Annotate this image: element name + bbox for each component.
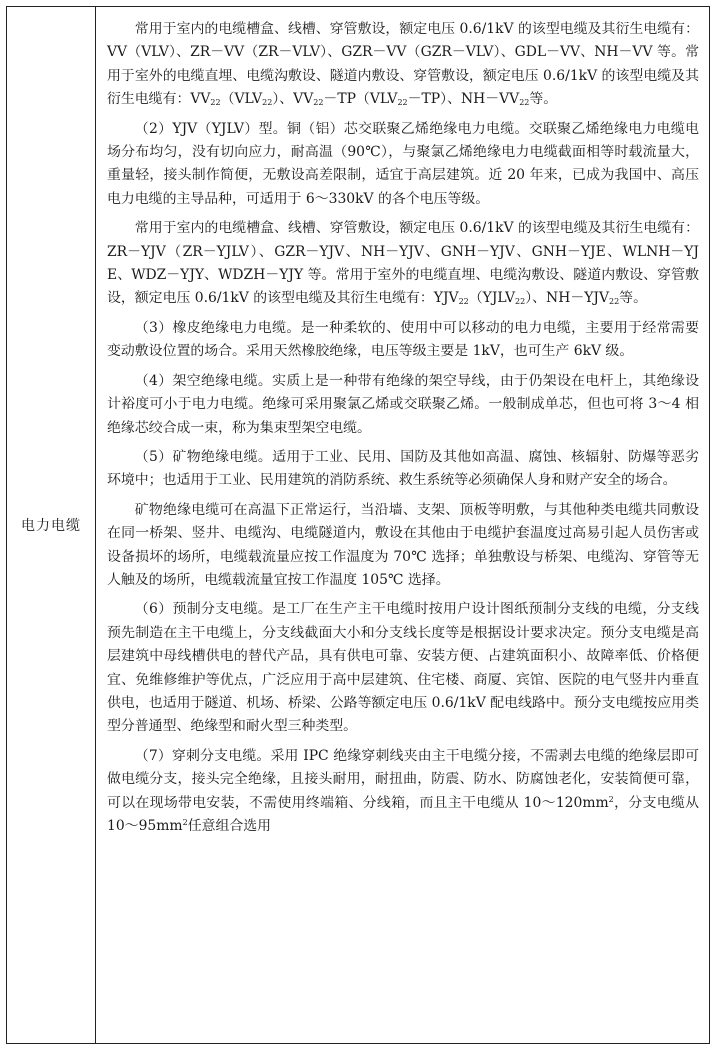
row-label: 电力电缆 [21,518,81,534]
text-run: 等。 [529,91,558,108]
paragraph [107,317,699,364]
subscript: 22 [519,98,530,108]
description-cell [107,18,699,844]
paragraph [107,499,699,593]
superscript: 2 [608,794,614,804]
content-table [6,6,710,1044]
text-run: 等。 [619,290,647,307]
paragraph [107,598,699,738]
subscript: 22 [515,297,526,307]
superscript: 2 [182,818,188,827]
text-run: ）、NH－YJV [525,290,609,307]
text-run: （2）YJV（YJLV）型。铜（铝）芯交联聚乙烯绝缘电力电缆。交联聚乙烯绝缘电力电缆电场分布均匀，没有切向应力，耐高温（90℃），与聚氯乙烯绝缘电力电缆截面相等时载流量大，重量轻，接头制作简便，无敷设高差限制，适宜于高层建筑。近 20 年来，已成为我国中、高压电力电缆的主导品种，可适用于 6～330kV 的各个电压等级。 [107,120,699,207]
column-divider [95,7,96,1043]
subscript: 22 [313,98,324,108]
text-run: －TP）、NH－VV [407,91,520,108]
text-run: （7）穿刺分支电缆。采用 IPC 绝缘穿刺线夹由主干电缆分接，不需剥去电缆的绝缘层即可做电缆分支，接头完全绝缘，且接头耐用，耐扭曲，防震、防水、防腐蚀老化，安装简便可靠，可以在现场带电安装，不需使用终端箱、分线箱，而且主干电缆从 10～120mm [107,747,699,811]
text-run: （3）橡皮绝缘电力电缆。是一种柔软的、使用中可以移动的电力电缆，主要用于经常需要变动敷设位置的场合。采用天然橡胶绝缘，电压等级主要是 1kV，也可生产 6kV 级。 [107,319,699,360]
paragraph [107,745,699,839]
subscript: 22 [210,98,221,108]
subscript: 22 [397,98,408,108]
subscript: 22 [608,297,620,307]
paragraph [107,118,699,212]
subscript: 22 [458,297,469,307]
text-run: （5）矿物绝缘电缆。适用于工业、民用、国防及其他如高温、腐蚀、核辐射、防爆等恶劣环境中；也适用于工业、民用建筑的消防系统、救生系统等必须确保人身和财产安全的场合。 [107,448,699,489]
text-run: （VLV [220,91,263,108]
paragraph [107,217,699,311]
text-run: －TP（VLV [323,91,398,108]
paragraph [107,18,699,112]
text-run: 常用于室内的电缆槽盒、线槽、穿管敷设，额定电压 0.6/1kV 的该型电缆及其衍生电缆有：ZR－YJV（ZR－YJLV）、GZR－YJV、NH－YJV、GNH－YJV、GNH－YJE、WLNH－YJE、WDZ－YJY、WDZH－YJY 等。常用于室外的电缆直埋、电缆沟敷设、隧道内敷设、穿管敷设，额定电压 0.6/1kV 的该型电缆及其衍生电缆有：YJV [107,220,699,307]
paragraph [107,370,699,440]
text-run: 常用于室内的电缆槽盒、线槽、穿管敷设，额定电压 0.6/1kV 的该型电缆及其衍生电缆有：VV（VLV）、ZR－VV（ZR－VLV）、GZR－VV（GZR－VLV）、GDL－VV、NH－VV 等。常用于室外的电缆直埋、电缆沟敷设、隧道内敷设、穿管敷设，额定电压 0.6/1kV 的该型电缆及其衍生电缆有：VV [107,21,699,108]
text-run: （6）预制分支电缆。是工厂在生产主干电缆时按用户设计图纸预制分支线的电缆，分支线预先制造在主干电缆上，分支线截面大小和分支线长度等是根据设计要求决定。预分支电缆是高层建筑中母线槽供电的替代产品，具有供电可靠、安装方便、占建筑面积小、故障率低、价格便宜、免维修维护等优点，广泛应用于高中层建筑、住宅楼、商厦、宾馆、医院的电气竖井内垂直供电，也适用于隧道、机场、桥梁、公路等额定电压 0.6/1kV 配电线路中。预分支电缆按应用类型分普通型、绝缘型和耐火型三种类型。 [107,601,699,735]
text-run: 任意组合选用 [187,818,272,834]
subscript: 22 [262,98,273,108]
text-run: 矿物绝缘电缆可在高温下正常运行，当沿墙、支架、顶板等明敷，与其他种类电缆共同敷设在同一桥架、竖井、电缆沟、电缆隧道内，敷设在其他由于电缆护套温度过高易引起人员伤害或设备损坏的场所，电缆载流量应按工作温度为 70℃ 选择；单独敷设与桥架、电缆沟、穿管等无人触及的场所，电缆载流量宜按工作温度 105℃ 选择。 [107,501,699,588]
text-run: （YJLV [468,290,516,307]
text-run: （4）架空绝缘电缆。实质上是一种带有绝缘的架空导线，由于仍架设在电杆上，其绝缘设计裕度可小于电力电缆。绝缘可采用聚氯乙烯或交联聚乙烯。一般制成单芯，但也可将 3～4 相绝缘芯绞合成一束，称为集束型架空电缆。 [107,372,699,436]
text-run: ，分支电缆从 10～95mm [107,794,699,834]
paragraph [107,446,699,493]
text-run: ）、VV [272,91,314,108]
